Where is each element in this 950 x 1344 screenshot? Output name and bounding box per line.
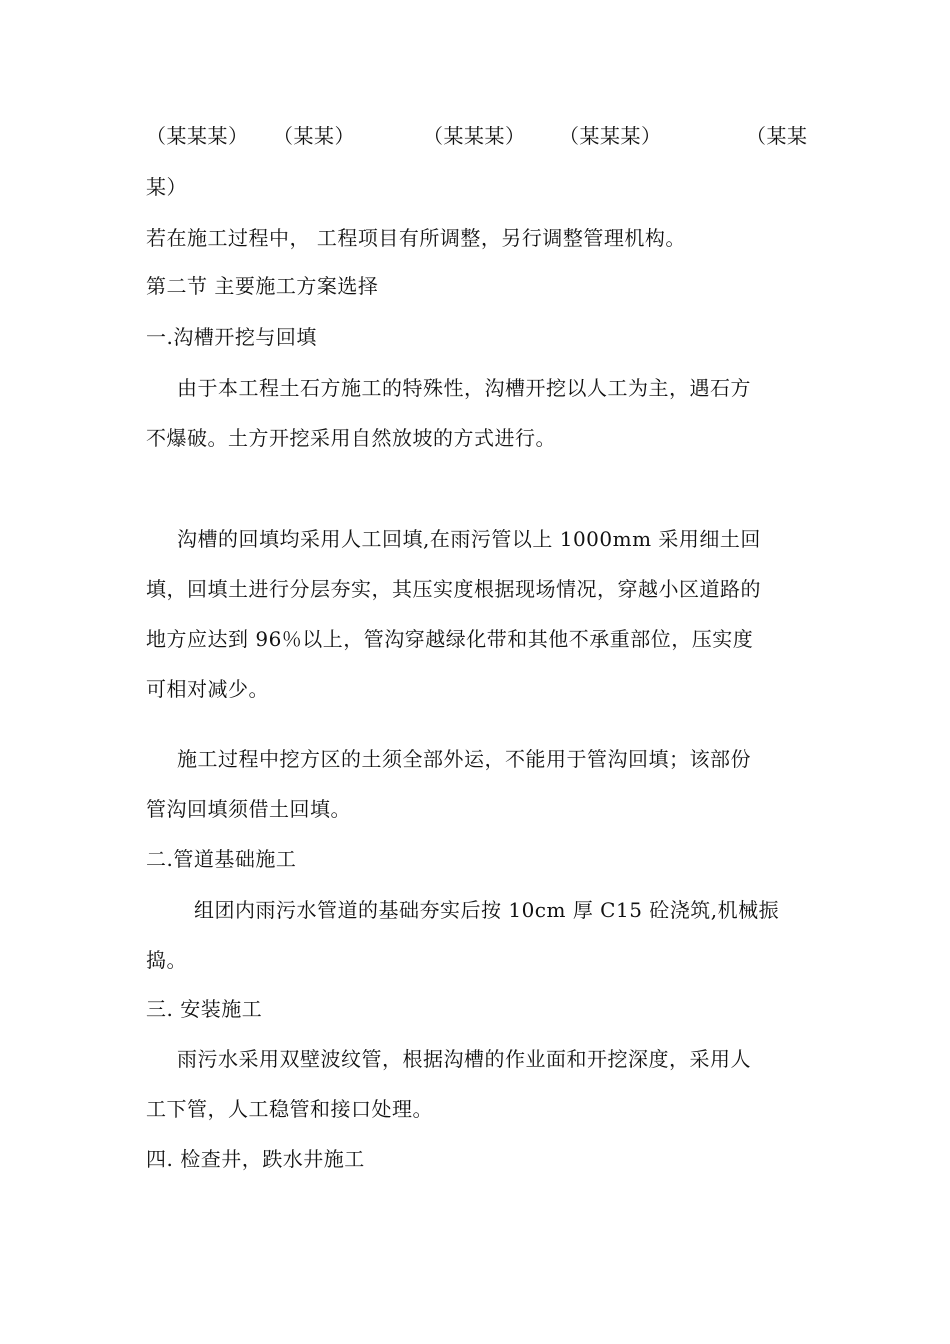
name-5: （某某 <box>746 124 808 148</box>
s1-p2-line3: 地方应达到 96％以上，管沟穿越绿化带和其他不承重部位，压实度 <box>146 627 754 651</box>
name-5-wrap: 某） <box>146 175 187 199</box>
s1-p1-line1: 由于本工程土石方施工的特殊性，沟槽开挖以人工为主，遇石方 <box>177 376 751 400</box>
adjust-note: 若在施工过程中， 工程项目有所调整，另行调整管理机构。 <box>146 226 686 250</box>
section-title: 第二节 主要施工方案选择 <box>146 274 379 298</box>
name-2: （某某） <box>273 124 355 148</box>
s2-p-line2: 捣。 <box>146 948 187 972</box>
s4-heading: 四. 检查井，跌水井施工 <box>146 1147 365 1171</box>
s2-p-line1: 组团内雨污水管道的基础夯实后按 10cm 厚 C15 砼浇筑,机械振 <box>194 898 780 922</box>
name-3: （某某某） <box>423 124 526 148</box>
s3-heading: 三. 安装施工 <box>146 997 263 1021</box>
s1-heading: 一.沟槽开挖与回填 <box>146 325 317 349</box>
s2-heading: 二.管道基础施工 <box>146 847 297 871</box>
name-1: （某某某） <box>146 124 249 148</box>
s1-p3-line1: 施工过程中挖方区的土须全部外运，不能用于管沟回填；该部份 <box>177 747 751 771</box>
s3-p-line1: 雨污水采用双壁波纹管，根据沟槽的作业面和开挖深度，采用人 <box>177 1047 751 1071</box>
s3-p-line2: 工下管，人工稳管和接口处理。 <box>146 1097 433 1121</box>
s1-p2-line4: 可相对减少。 <box>146 677 269 701</box>
s1-p1-line2: 不爆破。土方开挖采用自然放坡的方式进行。 <box>146 426 556 450</box>
s1-p2-line1: 沟槽的回填均采用人工回填,在雨污管以上 1000mm 采用细土回 <box>177 527 761 551</box>
s1-p3-line2: 管沟回填须借土回填。 <box>146 797 351 821</box>
s1-p2-line2: 填，回填土进行分层夯实，其压实度根据现场情况，穿越小区道路的 <box>146 577 761 601</box>
name-4: （某某某） <box>559 124 662 148</box>
